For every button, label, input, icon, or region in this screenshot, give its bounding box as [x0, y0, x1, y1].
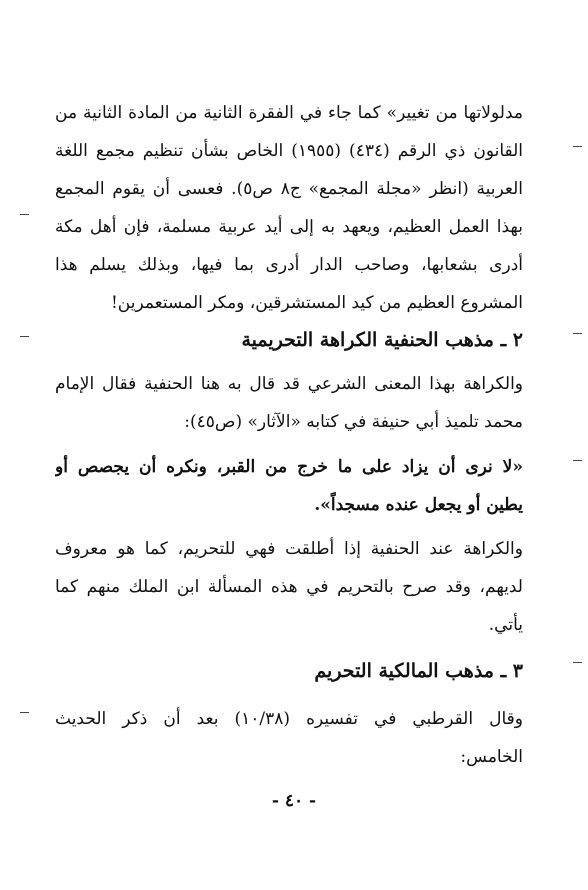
text-line: الخامس: [460, 747, 523, 767]
margin-mark [573, 146, 582, 147]
paragraph-tahrim [55, 530, 523, 644]
margin-mark [573, 460, 582, 461]
section-heading-maliki: ٣ ـ مذهب المالكية التحريم [314, 660, 523, 682]
text-line: أدرى بشعابها، وصاحب الدار أدرى بما فيها، وبذلك يسلم هذا [55, 255, 523, 275]
text-line: يطين أو يجعل عنده مسجداً». [314, 495, 523, 515]
text-line: القانون ذي الرقم (٤٣٤) (١٩٥٥) الخاص بشأن تنظيم مجمع اللغة [55, 141, 523, 161]
section-heading-hanafi: ٢ ـ مذهب الحنفية الكراهة التحريمية [241, 329, 523, 351]
text-line: المشروع العظيم من كيد المستشرقين، ومكر المستعمرين! [110, 293, 523, 313]
page-number: - ٤٠ - [271, 791, 317, 811]
text-line: والكراهة بهذا المعنى الشرعي قد قال به هنا الحنفية فقال الإمام [55, 374, 523, 394]
text-line: والكراهة عند الحنفية إذا أطلقت فهي للتحريم، كما هو معروف [55, 539, 523, 559]
margin-mark [20, 214, 29, 215]
text-line: العربية (انظر «مجلة المجمع» ج٨ ص٥). فعسى أن يقوم المجمع [55, 179, 523, 199]
text-line: بهذا العمل العظيم، ويعهد به إلى أيد عربية مسلمة، فإن أهل مكة [55, 217, 523, 237]
paragraph-intro [55, 94, 523, 322]
text-line: محمد تلميذ أبي حنيفة في كتابه «الآثار» (ص٤٥): [184, 412, 523, 432]
paragraph-qurtubi [55, 700, 523, 776]
paragraph-hanafi [55, 365, 523, 441]
text-line: «لا نرى أن يزاد على ما خرج من القبر، ونكره أن يجصص أو [55, 457, 523, 477]
text-line: وقال القرطبي في تفسيره (١٠/٣٨) بعد أن ذكر الحديث [55, 709, 523, 729]
margin-mark [573, 662, 582, 663]
text-line: لديهم، وقد صرح بالتحريم في هذه المسألة ابن الملك منهم كما [55, 577, 523, 597]
text-line: مدلولاتها من تغيير» كما جاء في الفقرة الثانية من المادة الثانية من [55, 103, 523, 123]
margin-mark [573, 333, 582, 334]
paragraph-quote [55, 448, 523, 524]
text-line: يأتي. [488, 615, 523, 635]
margin-mark [20, 712, 29, 713]
margin-mark [20, 336, 29, 337]
